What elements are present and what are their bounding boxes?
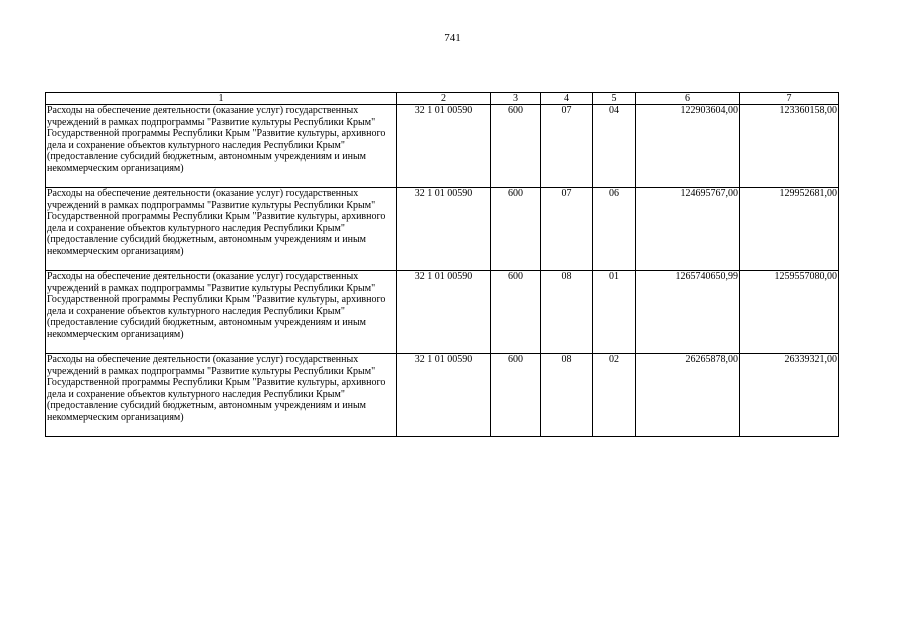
amount-column-6: 26265878,00 xyxy=(636,354,740,437)
expense-description: Расходы на обеспечение деятельности (оказание услуг) государственных учреждений в рамках подпрограммы "Развитие культуры Республики Крым" Государственной программы Республики Крым "Развитие культуры, архивного дела и сохранение объектов культурного наследия Республики Крым" (предоставление субсидий бюджетным, автономным учреждениям и иным некоммерческим организациям) xyxy=(46,354,397,437)
subsection-code: 06 xyxy=(593,188,636,271)
expense-description: Расходы на обеспечение деятельности (оказание услуг) государственных учреждений в рамках подпрограммы "Развитие культуры Республики Крым" Государственной программы Республики Крым "Развитие культуры, архивного дела и сохранение объектов культурного наследия Республики Крым" (предоставление субсидий бюджетным, автономным учреждениям и иным некоммерческим организациям) xyxy=(46,105,397,188)
column-header: 1 xyxy=(46,93,397,105)
amount-column-7: 1259557080,00 xyxy=(740,271,839,354)
budget-table xyxy=(45,92,839,437)
column-header: 5 xyxy=(593,93,636,105)
expense-description: Расходы на обеспечение деятельности (оказание услуг) государственных учреждений в рамках подпрограммы "Развитие культуры Республики Крым" Государственной программы Республики Крым "Развитие культуры, архивного дела и сохранение объектов культурного наследия Республики Крым" (предоставление субсидий бюджетным, автономным учреждениям и иным некоммерческим организациям) xyxy=(46,188,397,271)
target-article-code: 32 1 01 00590 xyxy=(397,188,491,271)
table-row xyxy=(46,105,839,188)
section-code: 08 xyxy=(541,354,593,437)
subsection-code: 04 xyxy=(593,105,636,188)
target-article-code: 32 1 01 00590 xyxy=(397,105,491,188)
page-number: 741 xyxy=(444,32,461,44)
expense-type-code: 600 xyxy=(491,188,541,271)
header-row xyxy=(46,93,839,105)
expense-type-code: 600 xyxy=(491,105,541,188)
column-header: 3 xyxy=(491,93,541,105)
column-header: 2 xyxy=(397,93,491,105)
amount-column-7: 26339321,00 xyxy=(740,354,839,437)
subsection-code: 01 xyxy=(593,271,636,354)
amount-column-6: 124695767,00 xyxy=(636,188,740,271)
column-header: 6 xyxy=(636,93,740,105)
amount-column-7: 129952681,00 xyxy=(740,188,839,271)
table-row xyxy=(46,271,839,354)
amount-column-6: 1265740650,99 xyxy=(636,271,740,354)
subsection-code: 02 xyxy=(593,354,636,437)
section-code: 07 xyxy=(541,188,593,271)
target-article-code: 32 1 01 00590 xyxy=(397,271,491,354)
target-article-code: 32 1 01 00590 xyxy=(397,354,491,437)
amount-column-7: 123360158,00 xyxy=(740,105,839,188)
column-header: 4 xyxy=(541,93,593,105)
amount-column-6: 122903604,00 xyxy=(636,105,740,188)
expense-description: Расходы на обеспечение деятельности (оказание услуг) государственных учреждений в рамках подпрограммы "Развитие культуры Республики Крым" Государственной программы Республики Крым "Развитие культуры, архивного дела и сохранение объектов культурного наследия Республики Крым" (предоставление субсидий бюджетным, автономным учреждениям и иным некоммерческим организациям) xyxy=(46,271,397,354)
section-code: 07 xyxy=(541,105,593,188)
table-row xyxy=(46,188,839,271)
expense-type-code: 600 xyxy=(491,354,541,437)
table-row xyxy=(46,354,839,437)
column-header: 7 xyxy=(740,93,839,105)
expense-type-code: 600 xyxy=(491,271,541,354)
section-code: 08 xyxy=(541,271,593,354)
